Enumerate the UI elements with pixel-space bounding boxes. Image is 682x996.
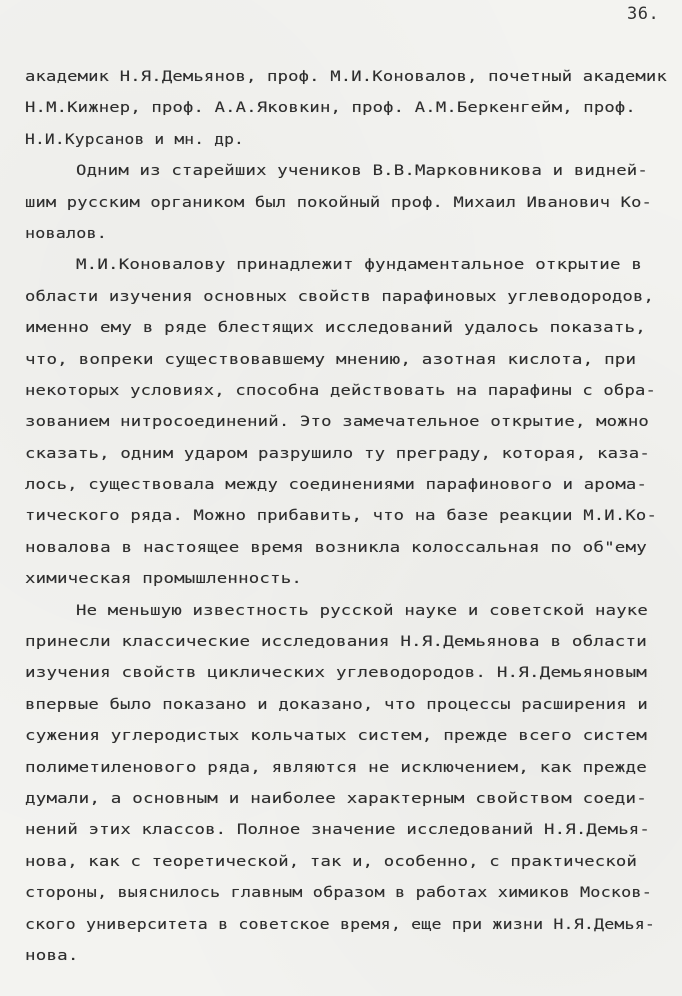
text-line: стороны, выяснилось главным образом в работах химиков Москов- <box>25 885 652 902</box>
text-line: лось, существовала между соединениями парафинового и арома- <box>25 477 648 494</box>
text-line: принесли классические исследования Н.Я.Демьянова в области <box>25 634 647 651</box>
text-line: полиметиленового ряда, являются не исключением, как прежде <box>25 759 647 776</box>
text-line: ского университета в советское время, еще при жизни Н.Я.Демья- <box>25 916 656 933</box>
paragraph-start-line: Не меньшую известность русской науке и советской науке <box>76 602 648 619</box>
page-number: 36. <box>627 4 660 24</box>
text-line: тического ряда. Можно прибавить, что на базе реакции М.И.Ко- <box>25 508 657 525</box>
text-line: зованием нитросоединений. Это замечательное открытие, можно <box>25 414 649 431</box>
text-line: именно ему в ряде блестящих исследований удалось показать, <box>25 320 646 337</box>
text-line: химическая промышленность. <box>25 571 303 588</box>
text-line: новалова в настоящее время возникла колоссальная по об"ему <box>25 539 647 556</box>
text-line: шим русским органиком был покойный проф. Михаил Иванович Ко- <box>25 194 652 211</box>
text-line: нений этих классов. Полное значение исследований Н.Я.Демья- <box>25 822 651 839</box>
text-line: что, вопреки существовавшему мнению, азотная кислота, при <box>25 351 637 368</box>
text-line: Н.И.Курсанов и мн. др. <box>25 131 245 148</box>
body-text <box>0 62 682 972</box>
text-line: сужения углеродистых кольчатых систем, прежде всего систем <box>25 728 647 745</box>
text-line: некоторых условиях, способна действовать на парафины с обра- <box>25 382 657 399</box>
text-line: новалов. <box>25 225 107 242</box>
text-line: области изучения основных свойств парафиновых углеводородов, <box>25 288 655 305</box>
text-line: впервые было показано и доказано, что процессы расширения и <box>25 696 648 713</box>
paragraph-start-line: Одним из старейших учеников В.В.Марковникова и видней- <box>76 163 648 180</box>
text-line: нова, как с теоретической, так и, особенно, с практической <box>25 853 638 870</box>
paragraph-start-line: М.И.Коновалову принадлежит фундаментальное открытие в <box>76 257 643 274</box>
text-line: Н.М.Кижнер, проф. А.А.Яковкин, проф. А.М.Беркенгейм, проф. <box>25 100 636 117</box>
text-line: академик Н.Я.Демьянов, проф. М.И.Коновалов, почетный академик <box>25 69 667 85</box>
text-line: думали, а основным и наиболее характерным свойством соеди- <box>25 790 647 807</box>
text-line: нова. <box>25 947 79 964</box>
text-line: сказать, одним ударом разрушило ту преграду, которая, каза- <box>25 445 651 462</box>
text-line: изучения свойств циклических углеводородов. Н.Я.Демьяновым <box>25 665 647 682</box>
